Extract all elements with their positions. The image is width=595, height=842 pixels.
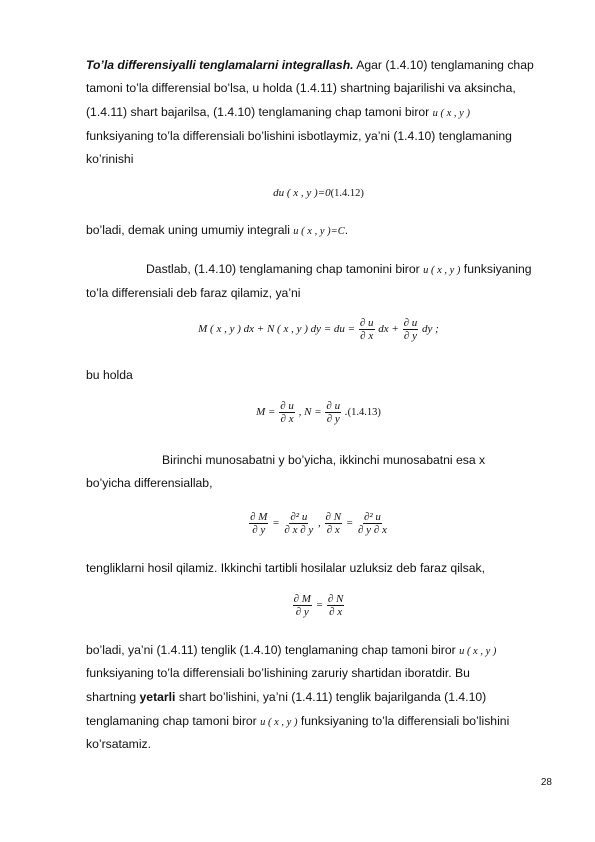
fraction: $\frac{\partial M}{\partial y}$ (293, 593, 311, 618)
equation-body: du ( x , y )=0 (273, 187, 331, 199)
fraction: $\frac{\partial N}{\partial x}$ (325, 511, 342, 536)
paragraph-5-line-1: Birinchi munosabatni y bo’yicha, ikkinchi munosabatni esa x (162, 453, 486, 467)
equation-term: . (344, 406, 348, 419)
equation-1-4-12 (86, 187, 551, 199)
equation-term: = (345, 517, 354, 530)
text-span: funksiyaning to’la differensiali bo’lishini (297, 714, 510, 728)
math-inline: u ( x , y ) (260, 717, 298, 728)
equation-term: = (272, 517, 280, 530)
math-inline: u ( x , y ) (459, 646, 497, 657)
equation-term: dy ; (422, 323, 439, 336)
paragraph-7-line-2: funksiyaning to’la differensiali bo’lishining zaruriy shartidan iboratdir. Bu (86, 666, 470, 680)
paragraph-5-line-2: bo’yicha differensiallab, (86, 476, 213, 490)
equation-term: , (318, 517, 321, 530)
equation-term: , N = (298, 406, 322, 419)
equation-tag: (1.4.12) (330, 188, 364, 199)
paragraph-2 (86, 222, 551, 240)
text-span: Agar (1.4.10) tenglamaning chap (353, 58, 534, 72)
text-span: (1.4.11) shart bajarilsa, (1.4.10) tenglamaning chap tamoni biror (86, 105, 433, 119)
equation-exactness-condition (86, 593, 551, 618)
paragraph-1-line-2: tamoni to’la differensial bo’lsa, u holda (1.4.11) shartning bajarilishi va aksincha, (86, 81, 516, 95)
equation-mixed-derivatives (86, 511, 551, 536)
paragraph-7-line-3 (86, 689, 551, 705)
paragraph-1-line-4: funksiyaning to’la differensiali bo’lishini isbotlaymiz, ya’ni (1.4.10) tenglamaning (86, 129, 512, 143)
text-span: funksiyaning (460, 262, 532, 276)
paragraph-1-line-5: ko’rinishi (86, 152, 134, 166)
fraction: $\frac{\partial M}{\partial y}$ (250, 511, 268, 536)
text-span: tenglamaning chap tamoni biror (86, 714, 261, 728)
section-heading: To’la differensiyalli tenglamalarni integrallash. (86, 58, 354, 72)
fraction: $\frac{\partial u}{\partial y}$ (403, 317, 418, 342)
text-span: . (344, 223, 349, 237)
equation-term: M = (256, 406, 276, 419)
equation-term: dx + (378, 323, 399, 336)
paragraph-6: tengliklarni hosil qilamiz. Ikkinchi tartibli hosilalar uzluksiz deb faraz qilsak, (86, 561, 485, 575)
fraction: $\frac{\text{∂² u}}{\partial y \partial x}$ (358, 511, 387, 536)
paragraph-7-line-5: ko’rsatamiz. (86, 737, 152, 751)
equation-tag: (1.4.13) (347, 407, 381, 419)
text-span: Dastlab, (1.4.10) tenglamaning chap tamonini biror (146, 262, 424, 276)
text-span: bo’ladi, ya’ni (1.4.11) tenglik (1.4.10) tenglamaning chap tamoni biror (86, 643, 460, 657)
equation-term: = (315, 599, 324, 612)
equation-total-differential (86, 317, 551, 342)
equation-lhs: M ( x , y ) dx + N ( x , y ) dy = du = (198, 323, 356, 336)
fraction: $\frac{\partial u}{\partial x}$ (359, 317, 374, 342)
text-span: shart bo’lishini, ya’ni (1.4.11) tenglik bajarilganda (1.4.10) (175, 690, 487, 704)
paragraph-3-line-2: to’la differensiali deb faraz qilamiz, ya’ni (86, 286, 301, 300)
emphasis-bold: yetarli (139, 690, 176, 704)
fraction: $\frac{\partial u}{\partial x}$ (280, 400, 294, 425)
paragraph-1-line-1 (86, 57, 551, 73)
paragraph-4: bu holda (86, 368, 133, 382)
paragraph-7-line-4 (86, 713, 551, 731)
equation-1-4-13 (86, 400, 551, 425)
fraction: $\frac{\partial N}{\partial x}$ (327, 593, 344, 618)
text-span: bo’ladi, demak uning umumiy integrali (86, 223, 294, 237)
fraction: $\frac{\partial u}{\partial y}$ (326, 400, 341, 425)
paragraph-1-line-3 (86, 104, 551, 122)
math-inline: u ( x , y ) (432, 108, 470, 119)
text-span: shartning (86, 690, 140, 704)
paragraph-7-line-1 (86, 642, 551, 660)
math-inline: u ( x , y )=C (293, 226, 345, 237)
page-number: 28 (540, 777, 552, 788)
fraction: $\frac{\text{∂² u}}{\partial x \partial y}$ (284, 511, 314, 536)
paragraph-3-line-1 (146, 261, 551, 279)
math-inline: u ( x , y ) (423, 265, 461, 276)
